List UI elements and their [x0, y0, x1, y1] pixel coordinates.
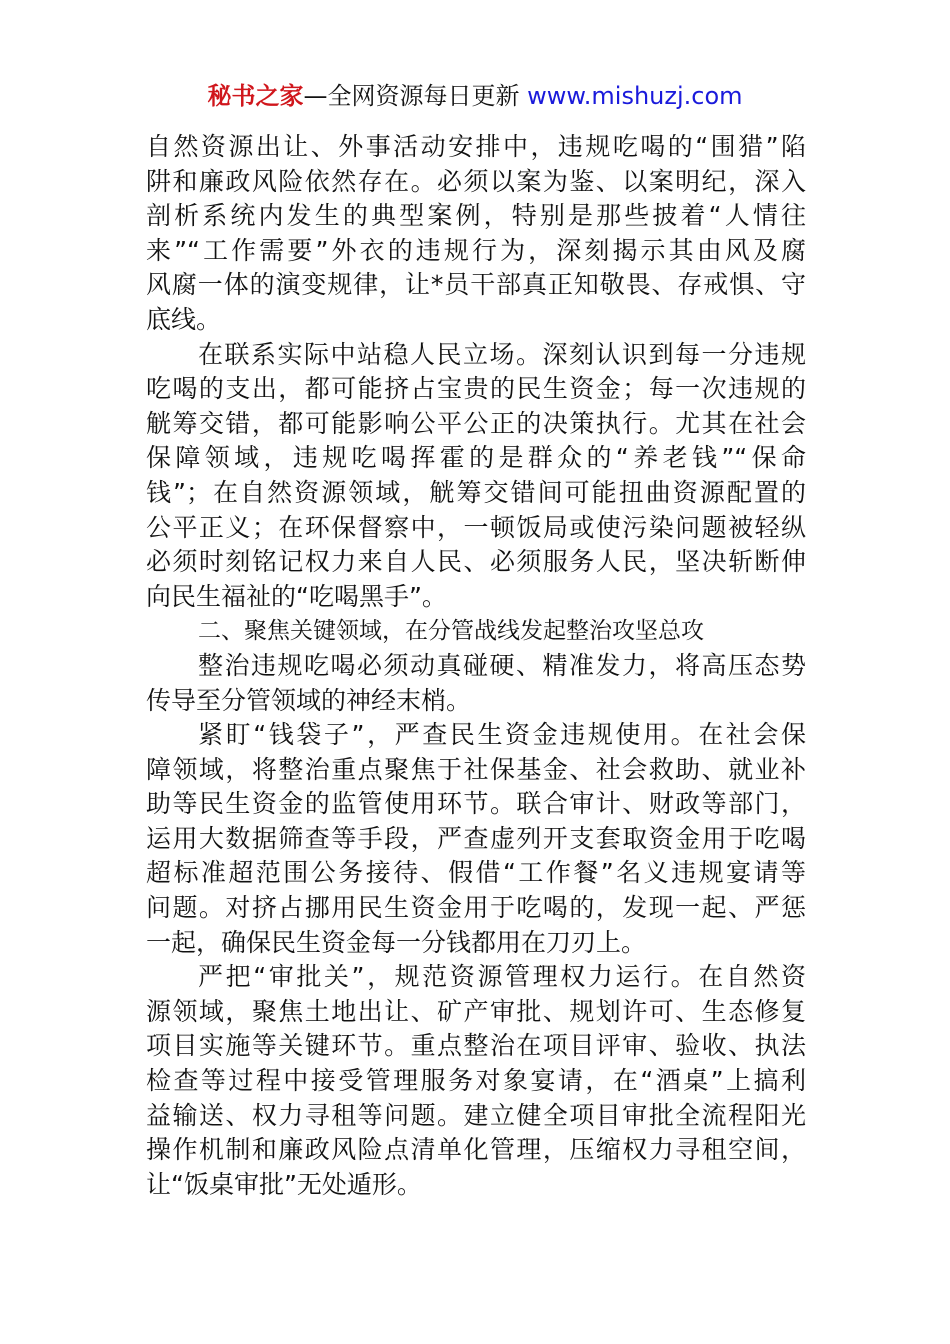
text-line: 运用大数据筛查等手段，严查虚列开支套取资金用于吃喝 [146, 823, 806, 853]
text-line: 助等民生资金的监管使用环节。联合审计、财政等部门， [146, 789, 806, 819]
site-tagline: —全网资源每日更新 [303, 82, 520, 110]
text-line: 源领域，聚焦土地出让、矿产审批、规划许可、生态修复 [146, 996, 806, 1026]
text-line: 向民生福祉的“吃喝黑手”。 [146, 581, 447, 611]
site-brand: 秘书之家 [207, 82, 304, 110]
text-line: 益输送、权力寻租等问题。建立健全项目审批全流程阳光 [146, 1100, 806, 1130]
text-line: 超标准超范围公务接待、假借“工作餐”名义违规宴请等 [146, 858, 806, 888]
text-line: 必须时刻铭记权力来自人民、必须服务人民，坚决斩断伸 [146, 547, 806, 577]
site-header [0, 80, 950, 112]
text-line: 觥筹交错，都可能影响公平公正的决策执行。尤其在社会 [146, 408, 806, 438]
text-line: 风腐一体的演变规律，让*员干部真正知敬畏、存戒惧、守 [146, 270, 806, 300]
text-line: 检查等过程中接受管理服务对象宴请，在“酒桌”上搞利 [146, 1066, 806, 1096]
document-body [146, 130, 806, 1202]
text-line: 整治违规吃喝必须动真碰硬、精准发力，将高压态势 [198, 650, 806, 680]
text-line: 问题。对挤占挪用民生资金用于吃喝的，发现一起、严惩 [146, 893, 806, 923]
text-line: 紧盯“钱袋子”，严查民生资金违规使用。在社会保 [198, 720, 806, 750]
site-url-link[interactable]: www.mishuzj.com [527, 82, 743, 110]
section-heading: 二、聚焦关键领域，在分管战线发起整治攻坚总攻 [198, 618, 704, 645]
text-line: 传导至分管领域的神经末梢。 [146, 685, 472, 715]
text-line: 障领域，将整治重点聚焦于社保基金、社会救助、就业补 [146, 754, 806, 784]
text-line: 严把“审批关”，规范资源管理权力运行。在自然资 [198, 962, 806, 992]
text-line: 吃喝的支出，都可能挤占宝贵的民生资金；每一次违规的 [146, 374, 806, 404]
text-line: 在联系实际中站稳人民立场。深刻认识到每一分违规 [198, 339, 806, 369]
text-line: 来”“工作需要”外衣的违规行为，深刻揭示其由风及腐 [146, 235, 806, 265]
text-line: 让“饭桌审批”无处遁形。 [146, 1169, 422, 1199]
text-line: 底线。 [146, 304, 222, 334]
text-line: 操作机制和廉政风险点清单化管理，压缩权力寻租空间， [146, 1135, 806, 1165]
text-line: 自然资源出让、外事活动安排中，违规吃喝的“围猎”陷 [146, 132, 806, 161]
text-line: 阱和廉政风险依然存在。必须以案为鉴、以案明纪，深入 [146, 166, 806, 196]
text-line: 钱”；在自然资源领域，觥筹交错间可能扭曲资源配置的 [146, 477, 806, 507]
text-line: 公平正义；在环保督察中，一顿饭局或使污染问题被轻纵 [146, 512, 806, 542]
text-line: 项目实施等关键环节。重点整治在项目评审、验收、执法 [146, 1031, 806, 1061]
text-line: 一起，确保民生资金每一分钱都用在刀刃上。 [146, 927, 647, 957]
text-line: 保障领域，违规吃喝挥霍的是群众的“养老钱”“保命 [146, 443, 806, 473]
text-line: 剖析系统内发生的典型案例，特别是那些披着“人情往 [146, 201, 806, 231]
